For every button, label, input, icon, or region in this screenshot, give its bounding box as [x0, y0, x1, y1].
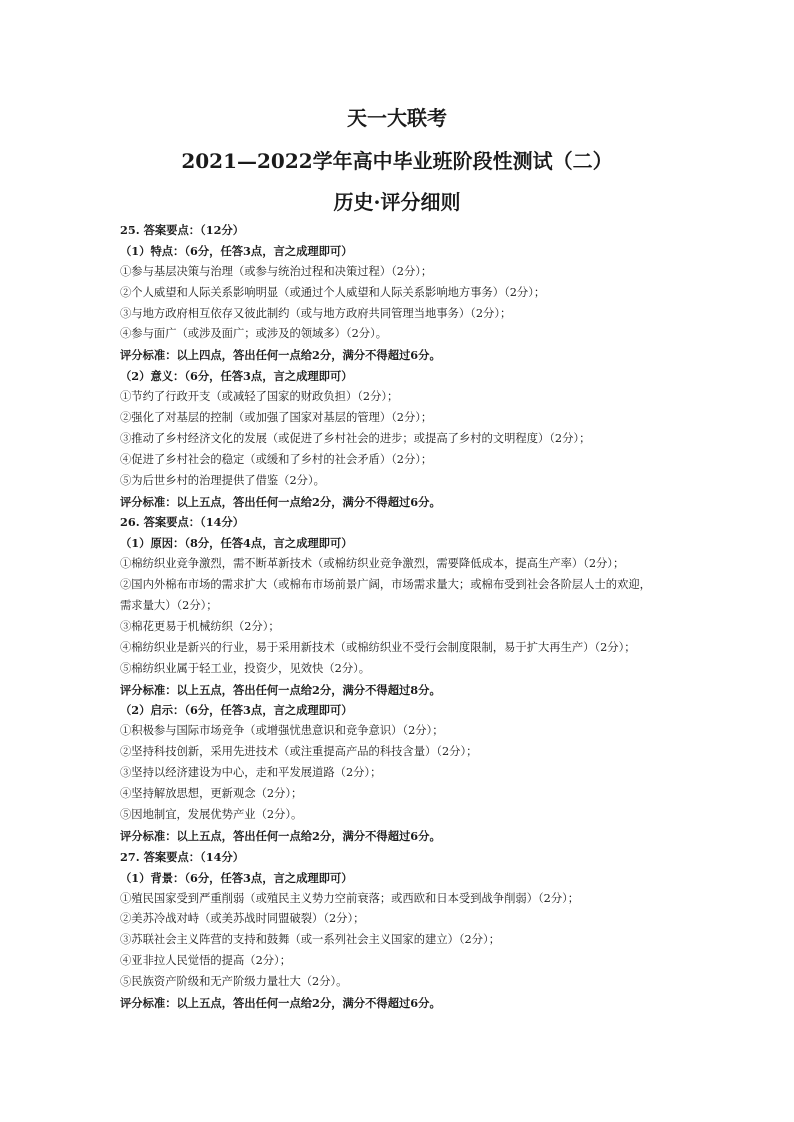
section-heading-line: （2）启示：（6分，任答3点，言之成理即可） — [120, 703, 353, 718]
answer-point-line: ④坚持解放思想，更新观念（2分）； — [120, 787, 303, 801]
section-heading-line: （2）意义：（6分，任答3点，言之成理即可） — [120, 369, 353, 384]
section-heading-line: （1）特点：（6分，任答3点，言之成理即可） — [120, 243, 353, 258]
answer-point-line: ③棉花更易于机械纺织（2分）； — [120, 619, 280, 633]
answer-point-line: ④促进了乡村社会的稳定（或缓和了乡村的社会矛盾）（2分）； — [120, 452, 433, 466]
answer-point-line: ⑤民族资产阶级和无产阶级力量壮大（2分）。 — [120, 975, 348, 989]
section-heading-line: （1）背景：（6分，任答3点，言之成理即可） — [120, 870, 353, 885]
answer-point-line: ⑤为后世乡村的治理提供了借鉴（2分）。 — [120, 473, 325, 487]
answer-point-line: ②个人威望和人际关系影响明显（或通过个人威望和人际关系影响地方事务）（2分）； — [120, 285, 546, 299]
answer-point-line: ①殖民国家受到严重削弱（或殖民主义势力空前衰落；或西欧和日本受到战争削弱）（2分）； — [120, 891, 580, 905]
answer-point-line: ④棉纺织业是新兴的行业，易于采用新技术（或棉纺织业不受行会制度限制，易于扩大再生产）（2分）； — [120, 640, 636, 654]
exam-org-title: 天一大联考 — [347, 106, 447, 130]
exam-name-title: 2021—2022学年高中毕业班阶段性测试（二） — [181, 149, 613, 173]
answer-point-line: ④亚非拉人民觉悟的提高（2分）； — [120, 954, 291, 968]
section-heading-line: 27. 答案要点：（14分） — [120, 849, 245, 864]
answer-point-line: ③与地方政府相互依存又彼此制约（或与地方政府共同管理当地事务）（2分）； — [120, 306, 512, 320]
section-heading-line: 评分标准：以上五点，答出任何一点给2分，满分不得超过6分。 — [120, 995, 441, 1010]
answer-content — [120, 220, 680, 1014]
answer-point-line: ②坚持科技创新，采用先进技术（或注重提高产品的科技含量）（2分）； — [120, 745, 478, 759]
answer-point-line: ⑤棉纺织业属于轻工业，投资少，见效快（2分）。 — [120, 661, 371, 675]
answer-point-line: ①积极参与国际市场竞争（或增强忧患意识和竞争意识）（2分）； — [120, 724, 444, 738]
answer-point-line: 需求量大）（2分）； — [120, 599, 218, 613]
answer-point-line: ①节约了行政开支（或减轻了国家的财政负担）（2分）； — [120, 390, 399, 404]
answer-point-line: ①参与基层决策与治理（或参与统治过程和决策过程）（2分）； — [120, 264, 433, 278]
answer-point-line: ②美苏冷战对峙（或美苏战时同盟破裂）（2分）； — [120, 912, 365, 926]
answer-point-line: ③苏联社会主义阵营的支持和鼓舞（或一系列社会主义国家的建立）（2分）； — [120, 933, 500, 947]
answer-point-line: ④参与面广（或涉及面广；或涉及的领域多）（2分）。 — [120, 327, 388, 341]
section-heading-line: 评分标准：以上五点，答出任何一点给2分，满分不得超过8分。 — [120, 682, 441, 697]
section-heading-line: （1）原因：（8分，任答4点，言之成理即可） — [120, 536, 353, 551]
section-heading-line: 评分标准：以上五点，答出任何一点给2分，满分不得超过6分。 — [120, 828, 441, 843]
section-heading-line: 评分标准：以上四点，答出任何一点给2分，满分不得超过6分。 — [120, 348, 441, 363]
answer-point-line: ③推动了乡村经济文化的发展（或促进了乡村社会的进步；或提高了乡村的文明程度）（2分）； — [120, 431, 591, 445]
section-heading-line: 25. 答案要点：（12分） — [120, 223, 245, 237]
answer-point-line: ③坚持以经济建设为中心，走和平发展道路（2分）； — [120, 766, 382, 780]
subject-title: 历史·评分细则 — [333, 190, 461, 214]
answer-point-line: ②国内外棉布市场的需求扩大（或棉布市场前景广阔，市场需求量大；或棉布受到社会各阶层人士的欢迎， — [120, 578, 651, 592]
section-heading-line: 26. 答案要点：（14分） — [120, 515, 245, 530]
answer-point-line: ⑤因地制宜，发展优势产业（2分）。 — [120, 807, 303, 821]
answer-point-line: ②强化了对基层的控制（或加强了国家对基层的管理）（2分）； — [120, 411, 433, 425]
section-heading-line: 评分标准：以上五点，答出任何一点给2分，满分不得超过6分。 — [120, 494, 441, 509]
answer-point-line: ①棉纺织业竞争激烈，需不断革新技术（或棉纺织业竞争激烈，需要降低成本，提高生产率）（2分）； — [120, 557, 625, 571]
